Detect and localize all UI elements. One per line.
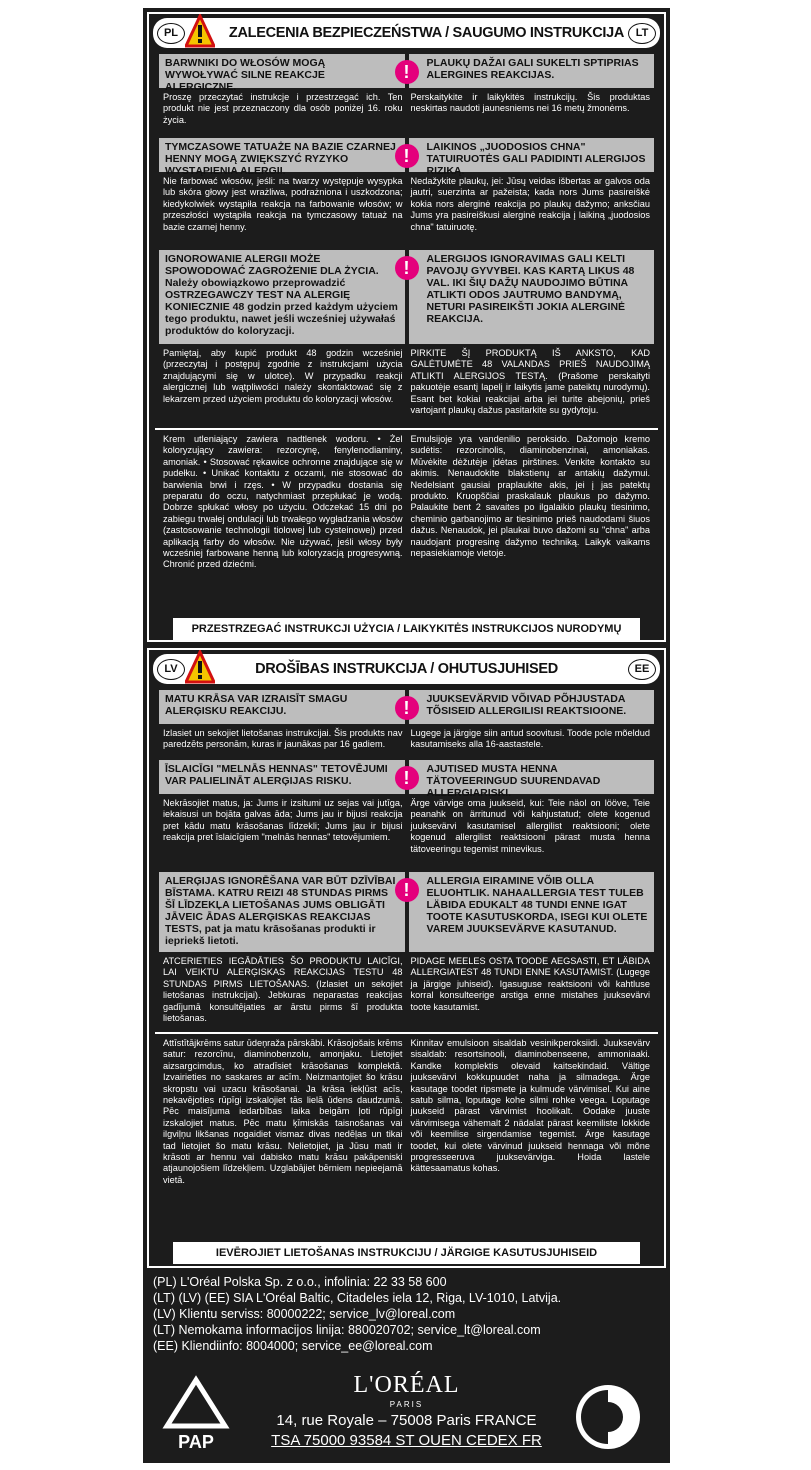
text-do-not-dye-pl: Nie farbować włosów, jeśli: na twarzy występuje wysypka lub skóra głowy jest wrażliwa, podrażniona i uszkodzona; kiedykolwiek wystąpiła reakcja na farbowanie włosów; w przeszłości wystąpiła reakcja na tymczasowy tatuaż na bazie czarnej henny. — [163, 176, 403, 232]
safety-block-pl-lt — [147, 12, 666, 642]
contact-line: (LT) (LV) (EE) SIA L'Oréal Baltic, Citadeles iela 12, Riga, LV-1010, Latvija. — [153, 1291, 562, 1305]
contact-line: (EE) Kliendiinfo: 8004000; service_ee@loreal.com — [153, 1339, 433, 1353]
section-title: DROŠĪBAS INSTRUKCIJA / OHUTUSJUHISED — [255, 661, 558, 677]
brand-tsa: TSA 75000 93584 ST OUEN CEDEX FR — [271, 1432, 542, 1449]
contact-line: (LV) Klientu serviss: 80000222; service_lv@loreal.com — [153, 1307, 456, 1321]
header-lv-ee — [153, 654, 660, 684]
text-composition-lv: Attīstītājkrēms satur ūdeņraža pārskābi. Krāsojošais krēms satur: rezorcīnu, diaminobenzolu, amonjaku. Lietojiet aizsargcimdus, ko atradīsiet krāsošanas komplektā. Izvairieties no saskares ar acīm. Neizmantojiet šo krāsu skropstu vai uzacu krāsošanai. Ja krāsa iekļūst acīs, nekavējoties rūpīgi izskalojiet tās lielā ūdens daudzumā. Pēc maisījuma iedarbības laika beigām ļoti rūpīgi izskalojiet matus. Pēc matu ķīmiskās taisnošanas vai ilgviļņu likšanas nogaidiet vismaz divas nedēļas un tikai tad lietojiet šo matu krāsu. Nelietojiet, ja Jūsu mati ir krāsoti ar hennu vai dabisko matu krāsu pakāpeniski atjaunojošiem līdzekļiem. Uzglabājiet bērniem nepieejamā vietā. — [163, 1038, 403, 1185]
section-title: ZALECENIA BEZPIECZEŃSTWA / SAUGUMO INSTRUKCIJA — [228, 25, 625, 41]
warning-henna-ee: AJUTISED MUSTA HENNA TÄTOVEERINGUD SUURENDAVAD ALLERGIARISKI. — [426, 763, 601, 799]
instructions-banner: PRZESTRZEGAĆ INSTRUKCJI UŻYCIA / LAIKYKITĖS INSTRUKCIJOS NURODYMŲ — [173, 618, 640, 640]
exclamation-circle-icon: ! — [395, 144, 419, 168]
exclamation-circle-icon: ! — [395, 878, 419, 902]
text-buy-early-lv: ATCERIETIES IEGĀDĀTIES ŠO PRODUKTU LAICĪGI, LAI VEIKTU ALERĢISKAS REAKCIJAS TESTU 48 STUNDAS PIRMS LIETOŠANAS. (Izlasiet un sekojiet lietošanas instrukcijai). Jebkuras neparastas reakcijas gadījumā konsultējaties ar ārstu pirms šī produkta lietošanas. — [163, 956, 403, 1024]
brand-logo: L'ORÉAL — [353, 1372, 460, 1398]
flag-lt: LT — [628, 23, 656, 44]
text-instructions-lv: Izlasiet un sekojiet lietošanas instrukcijai. Šis produkts nav paredzēts personām, kuras ir jaunākas par 16 gadiem. — [163, 728, 403, 750]
exclamation-circle-icon: ! — [395, 60, 419, 84]
green-dot-icon — [573, 1382, 643, 1452]
warning-allergy-lv: MATU KRĀSA VAR IZRAISĪT SMAGU ALERĢISKU REAKCIJU. — [165, 693, 348, 717]
recycle-triangle-icon — [161, 1374, 231, 1454]
warning-henna-pl: TYMCZASOWE TATUAŻE NA BAZIE CZARNEJ HENNY MOGĄ ZWIĘKSZYĆ RYZYKO WYSTĄPIENIA ALERGII. — [165, 141, 396, 177]
text-instructions-ee: Lugege ja järgige siin antud soovitusi. Toode pole mõeldud kasutamiseks alla 16-aastastele. — [410, 728, 650, 750]
contact-line: (PL) L'Oréal Polska Sp. z o.o., infolinia: 22 33 58 600 — [153, 1275, 447, 1289]
warning-henna-lt: LAIKINOS „JUODOSIOS CHNA" TATUIRUOTĖS GALI PADIDINTI ALERGIJOS RIZIKĄ. — [426, 141, 646, 177]
warning-triangle-icon — [185, 650, 215, 684]
brand-address: 14, rue Royale – 75008 Paris FRANCE — [276, 1412, 537, 1429]
text-do-not-dye-ee: Ärge värvige oma juukseid, kui: Teie näol on lööve, Teie peanahk on ärritunud või kahjustatud; olete kogenud juuksevärvi kasutamisel allergilist reaktsiooni; olete kogenud allergilist reaktsiooni pärast musta henna tätoveeringu tegemist minevikus. — [410, 798, 650, 854]
warning-allergy-pl: BARWNIKI DO WŁOSÓW MOGĄ WYWOŁYWAĆ SILNE REAKCJE ALERGICZNE. — [165, 57, 326, 93]
contact-list — [153, 1274, 561, 1354]
safety-block-lv-ee — [147, 648, 666, 1268]
text-composition-pl: Krem utleniający zawiera nadtlenek wodoru. • Żel koloryzujący zawiera: rezorcynę, fenylenodiaminy, amoniak. • Stosować rękawice ochronne znajdujące się w pudełku. • Unikać kontaktu z oczami, nie stosować do barwienia brwi i rzęs. • W przypadku dostania się preparatu do oczu, natychmiast przepłukać je wodą. Dobrze spłukać włosy po użyciu. Odczekać 15 dni po zabiegu trwałej ondulacji lub trwałego wygładzania włosów (zastosowanie technologii tiolowej lub cysteinowej) przed aplikacją farby do włosów. Nie używać, jeśli włosy były wcześniej farbowane henną lub koloryzacją progresywną. Chronić przed dziećmi. — [163, 434, 403, 570]
flag-pl: PL — [157, 23, 185, 44]
text-buy-early-ee: PIDAGE MEELES OSTA TOODE AEGSASTI, ET LÄBIDA ALLERGIATEST 48 TUNDI ENNE KASUTAMIST. (Lugege ja järgige juhiseid). Igasuguse reaktsiooni või kahtluse korral konsulteerige arstiga enne mistahes juuksevärvi toote kasutamist. — [410, 956, 650, 1012]
text-instructions-pl: Proszę przeczytać instrukcje i przestrzegać ich. Ten produkt nie jest przeznaczony dla osób poniżej 16. roku życia. — [163, 92, 403, 125]
header-pl-lt — [153, 18, 660, 48]
pap-label: PAP — [178, 1432, 214, 1452]
exclamation-circle-icon: ! — [395, 766, 419, 790]
text-composition-ee: Kinnitav emulsioon sisaldab vesinikperoksiidi. Juuksevärv sisaldab: resortsinooli, diaminobenseene, ammoniaaki. Kandke komplektis olevaid kaitsekindaid. Vältige juuksevärvi kokkupuudet naha ja silmadega. Ärge kasutage toodet ripsmete ja kulmude värvimisel. Kui aine satub silma, loputage kohe silmi rohke veega. Loputage juukseid pärast värvimist hoolikalt. Oodake juuste värvimisega vähemalt 2 nädalat pärast keemiliste lokkide või keemilise sirgendamise tegemist. Ärge kasutage toodet, kui olete värvinud juukseid hennaga või mõne progresseeruva juuksevärviga. Hoida lastele kättesaamatus kohas. — [410, 1038, 650, 1174]
warning-test-pl: IGNOROWANIE ALERGII MOŻE SPOWODOWAĆ ZAGROŻENIE DLA ŻYCIA. Należy obowiązkowo przeprowadzić OSTRZEGAWCZY TEST NA ALERGIĘ KONIECZNIE 48 godzin przed każdym użyciem tego produktu, nawet jeśli wcześniej używałaś produktów do koloryzacji. — [165, 253, 398, 337]
text-instructions-lt: Perskaitykite ir laikykitės instrukcijų. Šis produktas neskirtas naudoti jaunesniems nei 16 metų žmonėms. — [410, 92, 650, 114]
flag-ee: EE — [628, 659, 656, 680]
warning-allergy-ee: JUUKSEVÄRVID VÕIVAD PÕHJUSTADA TÕSISEID ALLERGILISI REAKTSIOONE. — [426, 693, 627, 717]
instructions-banner: IEVĒROJIET LIETOŠANAS INSTRUKCIJU / JÄRGIGE KASUTUSJUHISEID — [173, 1242, 640, 1264]
warning-test-ee: ALLERGIA EIRAMINE VÕIB OLLA ELUOHTLIK. NAHAALLERGIA TEST TULEB LÄBIDA EDUKALT 48 TUNDI ENNE IGAT TOOTE KASUTUSKORDA, ISEGI KUI OLETE VAREM JUUKSEVÄRVE KASUTANUD. — [426, 875, 648, 935]
exclamation-circle-icon: ! — [395, 256, 419, 280]
text-do-not-dye-lt: Nedažykite plaukų, jei: Jūsų veidas išbertas ar galvos oda jautri, suerzinta ar pažeista; kada nors Jums pasireiškė kokia nors alerginė reakcija po plaukų dažymo; anksčiau Jums yra pasireiškusi alerginė reakcija į laikiną „juodosios chna" tatuiruotę. — [410, 176, 650, 232]
label-panel — [143, 8, 670, 1463]
warning-test-lt: ALERGIJOS IGNORAVIMAS GALI KELTI PAVOJŲ GYVYBEI. KAS KARTĄ LIKUS 48 VAL. IKI ŠIŲ DAŽŲ NAUDOJIMO BŪTINA ATLIKTI ODOS JAUTRUMO BANDYMĄ, NETURI PASIREIKŠTI JOKIA ALERGINĖ REAKCIJA. — [426, 253, 635, 325]
text-buy-early-lt: PIRKITE ŠĮ PRODUKTĄ IŠ ANKSTO, KAD GALĖTUMĖTE 48 VALANDAS PRIEŠ NAUDOJIMĄ ATLIKTI ALERGIJOS TESTĄ. (Prašome perskaityti pakuotėje esantį lapelį ir laikytis jame pateiktų nurodymų). Esant bet kokiai reakcijai arba jei turite abejonių, prieš vartojant plaukų dažus pasitarkite su gydytoju. — [410, 348, 650, 416]
warning-triangle-icon — [185, 14, 215, 48]
text-buy-early-pl: Pamiętaj, aby kupić produkt 48 godzin wcześniej (przeczytaj i postępuj zgodnie z instrukcjami użycia znajdującymi się w ulotce). W przypadku reakcji alergicznej lub wątpliwości należy skontaktować się z lekarzem przed użyciem produktu do koloryzacji włosów. — [163, 348, 403, 404]
brand-logo-sub: PARIS — [389, 1400, 424, 1409]
text-do-not-dye-lv: Nekrāsojiet matus, ja: Jums ir izsitumi uz sejas vai jutīga, iekaisusi un bojāta galvas āda; Jums jau ir bijusi reakcija pret kādu matu krāsošanas līdzekli; Jums jau ir bijusi reakcija pret īslaicīgiem "melnās hennas" tetovējumiem. — [163, 798, 403, 843]
warning-allergy-lt: PLAUKŲ DAŽAI GALI SUKELTI SPTIPRIAS ALERGINES REAKCIJAS. — [426, 57, 639, 81]
flag-lv: LV — [157, 659, 185, 680]
contact-line: (LT) Nemokama informacijos linija: 880020702; service_lt@loreal.com — [153, 1323, 541, 1337]
warning-henna-lv: ĪSLAICĪGI "MELNĀS HENNAS" TETOVĒJUMI VAR PALIELINĀT ALERĢIJAS RISKU. — [165, 763, 388, 787]
text-composition-lt: Emulsijoje yra vandenilio peroksido. Dažomojo kremo sudėtis: rezorcinolis, diaminobenzinai, amoniakas. Mūvėkite dėžutėje įdėtas pirštines. Venkite kontakto su akimis. Nenaudokite blakstienų ar antakių dažymui. Nedelsiant gausiai praplaukite akis, jei į jas patektų produkto. Kruopščiai praskalauk plaukus po dažymo. Palaukite bent 2 savaites po ilgalaikio plaukų tiesinimo, cheminio garbanojimo ar tiesinimo prieš naudodami šiuos dažus. Nenaudok, jei plaukai buvo dažomi su "chna" arba naudojant progresinę dažymo techniką. Laikyk vaikams nepasiekiamoje vietoje. — [410, 434, 650, 559]
warning-test-lv: ALERĢIJAS IGNORĒŠANA VAR BŪT DZĪVĪBAI BĪSTAMA. KATRU REIZI 48 STUNDAS PIRMS ŠĪ LĪDZEKĻA LIETOŠANAS JUMS OBLIGĀTI JĀVEIC ĀDAS ALERĢISKAS REAKCIJAS TESTS, pat ja matu krāsošanas produkti ir iepriekš lietoti. — [165, 875, 396, 947]
exclamation-circle-icon: ! — [395, 696, 419, 720]
